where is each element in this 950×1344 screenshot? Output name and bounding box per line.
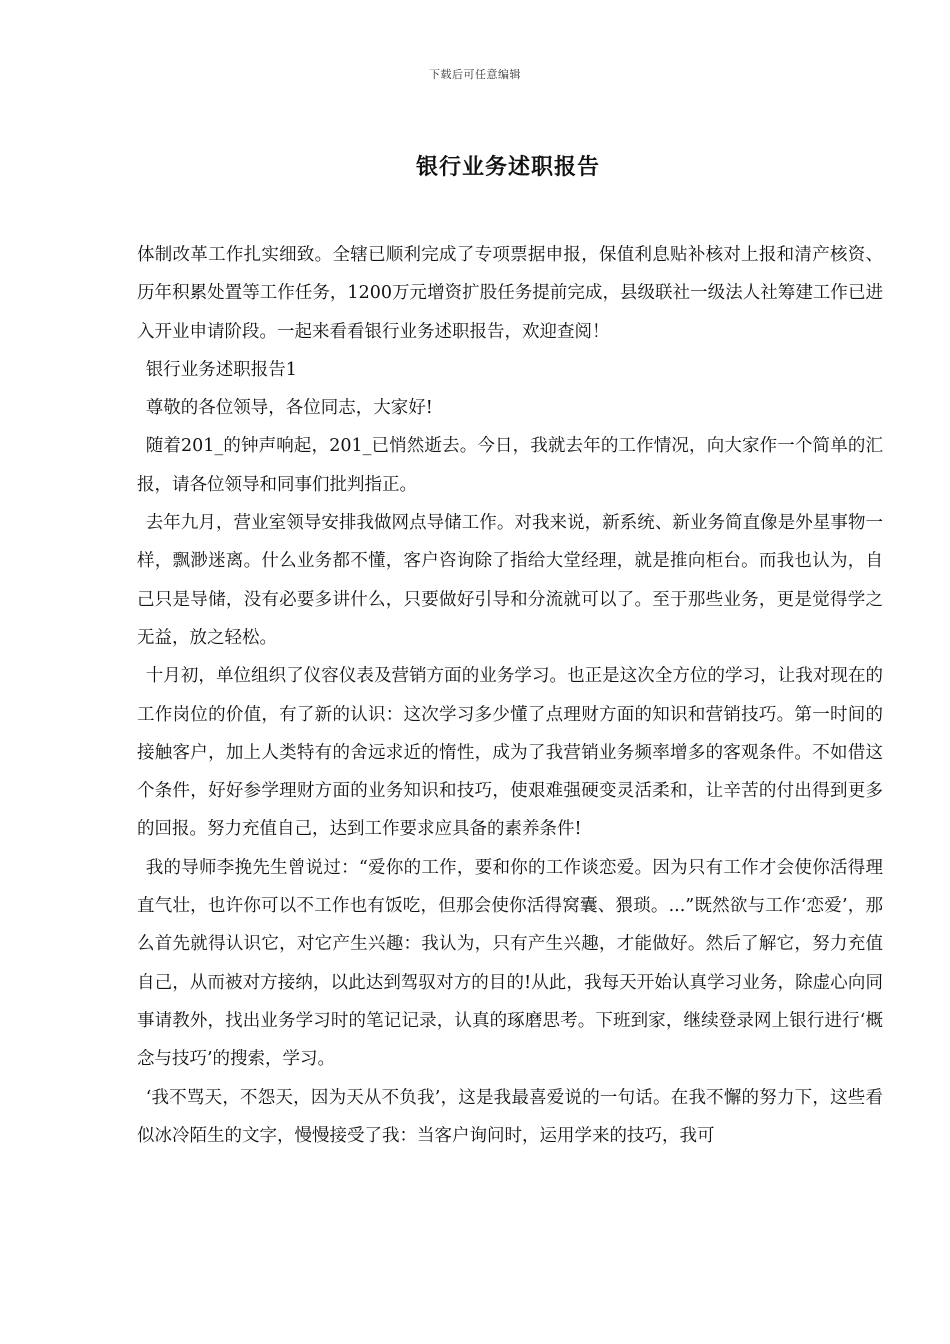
intro-paragraph: 体制改革工作扎实细致。全辖已顺利完成了专项票据申报，保值利息贴补核对上报和清产核资、历年积累处置等工作任务，1200万元增资扩股任务提前完成，县级联社一级法人社筹建工作已进入开业申请阶段。一起来看看银行业务述职报告，欢迎查阅！ <box>137 245 883 342</box>
greeting-paragraph: 尊敬的各位领导，各位同志，大家好! <box>145 398 433 419</box>
body-paragraph: 十月初，单位组织了仪容仪表及营销方面的业务学习。也正是这次全方位的学习，让我对现在的工作岗位的价值，有了新的认识：这次学习多少懂了点理财方面的知识和营销技巧。第一时间的接触客户，加上人类特有的舍远求近的惰性，成为了我营销业务频率增多的客观条件。不如借这个条件，好好参学理财方面的业务知识和技巧，使艰难强硬变灵活柔和，让辛苦的付出得到更多的回报。努力充值自己，达到工作要求应具备的素养条件! <box>137 666 883 840</box>
section-heading: 银行业务述职报告1 <box>145 359 297 380</box>
document-body <box>137 236 883 1155</box>
body-paragraph: 随着201_的钟声响起，201_已悄然逝去。今日，我就去年的工作情况，向大家作一个简单的汇报，请各位领导和同事们批判指正。 <box>137 436 883 495</box>
body-paragraph: 去年九月，营业室领导安排我做网点导储工作。对我来说，新系统、新业务简直像是外星事物一样，飘渺迷离。什么业务都不懂，客户咨询除了指给大堂经理，就是推向柜台。而我也认为，自己只是导储，没有必要多讲什么，只要做好引导和分流就可以了。至于那些业务，更是觉得学之无益，放之轻松。 <box>137 513 883 648</box>
body-paragraph: 我的导师李挽先生曾说过：“爱你的工作，要和你的工作谈恋爱。因为只有工作才会使你活得理直气壮，也许你可以不工作也有饭吃，但那会使你活得窝囊、猥琐。...”既然欲与工作‘恋爱’，那么首先就得认识它，对它产生兴趣：我认为，只有产生兴趣，才能做好。然后了解它，努力充值自己，从而被对方接纳，以此达到驾驭对方的目的!从此，我每天开始认真学习业务，除虚心向同事请教外，找出业务学习时的笔记记录，认真的琢磨思考。下班到家，继续登录网上银行进行‘概念与技巧’的搜索，学习。 <box>137 857 883 1070</box>
document-title: 银行业务述职报告 <box>415 155 600 180</box>
header-note: 下载后可任意编辑 <box>429 68 521 81</box>
body-paragraph: ‘我不骂天，不怨天，因为天从不负我’，这是我最喜爱说的一句话。在我不懈的努力下，这些看似冰冷陌生的文字，慢慢接受了我：当客户询问时，运用学来的技巧，我可 <box>137 1087 883 1146</box>
